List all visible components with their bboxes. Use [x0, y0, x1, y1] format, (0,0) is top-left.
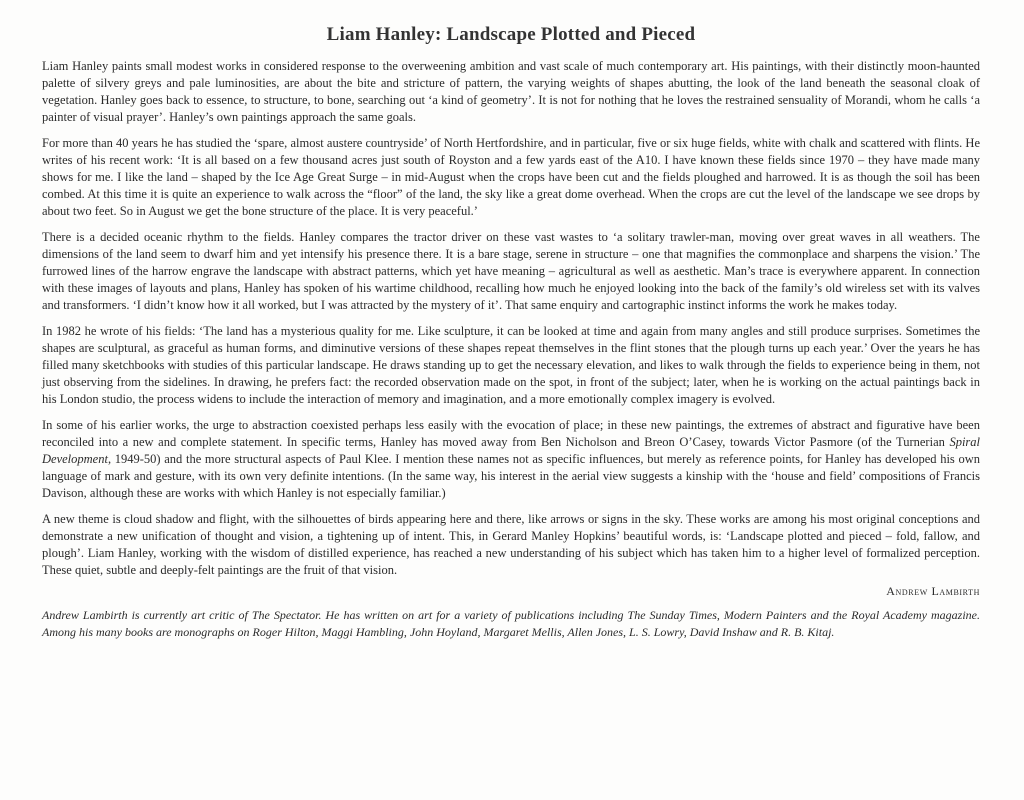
- author-bio: Andrew Lambirth is currently art critic of The Spectator. He has written on art for a variety of publications including The Sunday Times, Modern Painters and the Royal Academy magazine. Among his many books are monographs on Roger Hilton, Maggi Hambling, John Hoyland, Margaret Mellis, Allen Jones, L. S. Lowry, David Inshaw and R. B. Kitaj.: [42, 608, 980, 639]
- paragraph-4: In 1982 he wrote of his fields: ‘The land has a mysterious quality for me. Like sculpture, it can be looked at time and again from many angles and still produce surprises. Sometimes the shapes are sculptural, as graceful as human forms, and diminutive versions of these shapes repeat themselves in the flint stones that the plough turns up each year.’ Over the years he has filled many sketchbooks with studies of this particular landscape. He draws standing up to get the necessary elevation, and likes to walk through the fields to experience being in them, not just observing from the sidelines. In drawing, he prefers fact: the recorded observation made on the spot, in front of the subject; later, when he is working on the actual paintings back in his London studio, the process widens to include the interaction of memory and imagination, and a more emotionally complex imagery is evolved.: [42, 324, 980, 406]
- paragraph-5-part-1: In some of his earlier works, the urge to abstraction coexisted perhaps less easily with the evocation of place; in these new paintings, the extremes of abstract and figurative have been reconciled into a new and complete statement. In specific terms, Hanley has moved away from Ben Nicholson and Breon O’Casey, towards Victor Pasmore (of the Turnerian: [42, 418, 980, 449]
- paragraph-2: For more than 40 years he has studied the ‘spare, almost austere countryside’ of North Hertfordshire, and in particular, five or six huge fields, white with chalk and scattered with flints. He writes of his recent work: ‘It is all based on a few thousand acres just south of Royston and a few yards east of the A10. I have known these fields since 1970 – they have made many shows for me. I like the land – shaped by the Ice Age Great Surge – in mid-August when the crops have been cut and the fields ploughed and harrowed. It is as though the soil has been combed. At this time it is quite an experience to walk across the “floor” of the land, the sky like a great dome overhead. When the crops are cut the level of the landscape we see drops by about two feet. So in August we get the bone structure of the place. It is very peaceful.’: [42, 136, 980, 218]
- paragraph-5: [42, 417, 980, 502]
- paragraph-3: There is a decided oceanic rhythm to the fields. Hanley compares the tractor driver on these vast wastes to ‘a solitary trawler-man, moving over great waves in all weathers. The dimensions of the land seem to dwarf him and yet intensify his presence there. It is a bare stage, serene in structure – one that magnifies the commonplace and sharpens the vision.’ The furrowed lines of the harrow engrave the landscape with abstract patterns, which yet have meaning – agricultural as well as aesthetic. Man’s trace is everywhere apparent. In connection with these images of layouts and plans, Hanley has spoken of his wartime childhood, recalling how much he enjoyed looking into the back of the family’s old wireless set with its valves and transformers. ‘I didn’t know how it all worked, but I was attracted by the mystery of it’. That same enquiry and cartographic instinct informs the work he makes today.: [42, 230, 980, 312]
- paragraph-5-part-2: , 1949-50) and the more structural aspects of Paul Klee. I mention these names not as specific influences, but merely as reference points, for Hanley has developed his own language of mark and gesture, with its own very definite intentions. (In the same way, his interest in the aerial view suggests a kinship with the ‘house and field’ compositions of Francis Davison, although these are works with which Hanley is not especially familiar.): [42, 452, 980, 500]
- paragraph-1: Liam Hanley paints small modest works in considered response to the overweening ambition and vast scale of much contemporary art. His paintings, with their distinctly moon-haunted palette of silvery greys and pale luminosities, are about the bite and stricture of pattern, the varying weights of shapes abutting, the look of the land beneath the seasonal cloak of vegetation. Hanley goes back to essence, to structure, to bone, searching out ‘a kind of geometry’. It is not for nothing that he loves the restrained sensuality of Morandi, whom he calls ‘a painter of visual prayer’. Hanley’s own paintings approach the same goals.: [42, 59, 980, 124]
- paragraph-6: A new theme is cloud shadow and flight, with the silhouettes of birds appearing here and there, like arrows or signs in the sky. These works are among his most original conceptions and demonstrate a new unification of thought and vision, a tightening up of intent. This, in Gerard Manley Hopkins’ beautiful words, is: ‘Landscape plotted and pieced – fold, fallow, and plough’. Liam Hanley, working with the wisdom of distilled experience, has reached a new understanding of his subject which has taken him to a higher level of formalized perception. These quiet, subtle and deeply-felt paintings are the fruit of that vision.: [42, 512, 980, 577]
- author-signature: Andrew Lambirth: [886, 584, 980, 598]
- artwork-title: Spiral Development: [42, 435, 980, 466]
- document-title: Liam Hanley: Landscape Plotted and Pieced: [326, 24, 696, 45]
